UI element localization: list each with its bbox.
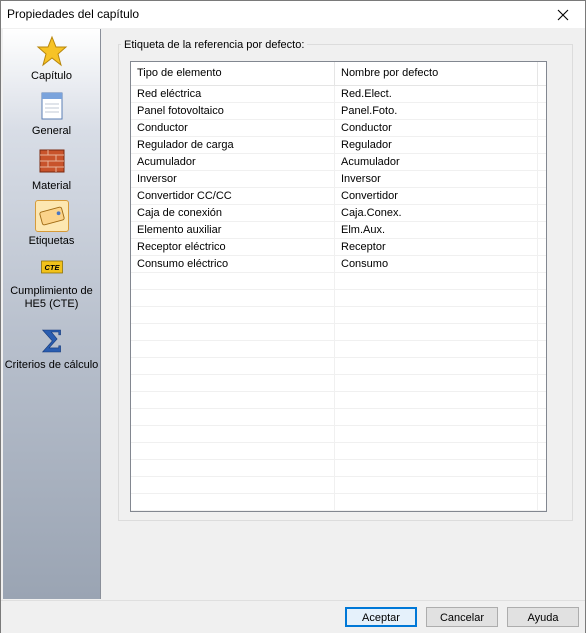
table-row[interactable] (131, 443, 546, 460)
cell-default-name[interactable] (335, 273, 538, 289)
cell-element-type: Consumo eléctrico (131, 256, 335, 272)
cell-element-type (131, 358, 335, 374)
sidebar-item-cumplimiento[interactable] (3, 258, 100, 311)
cell-element-type (131, 341, 335, 357)
cell-default-name[interactable] (335, 358, 538, 374)
table-row[interactable] (131, 120, 546, 137)
cell-default-name[interactable] (335, 460, 538, 476)
table-row[interactable] (131, 426, 546, 443)
cell-default-name[interactable] (335, 443, 538, 459)
sidebar-item-label: Material (31, 180, 72, 192)
button-bar (1, 600, 585, 633)
sidebar-item-label: Capítulo (31, 70, 72, 82)
column-header-default-name[interactable]: Nombre por defecto (335, 62, 538, 85)
cell-element-type (131, 477, 335, 493)
table-row[interactable] (131, 86, 546, 103)
cell-element-type (131, 273, 335, 289)
content-panel (102, 29, 585, 599)
cell-default-name[interactable] (335, 477, 538, 493)
cell-default-name[interactable] (335, 375, 538, 391)
sidebar-item-criterios[interactable] (3, 324, 100, 372)
table-row[interactable] (131, 273, 546, 290)
title-bar (1, 1, 585, 28)
table-row[interactable] (131, 324, 546, 341)
table-row[interactable] (131, 477, 546, 494)
table-row[interactable] (131, 341, 546, 358)
sidebar-item-capitulo[interactable] (3, 35, 100, 83)
star-icon (35, 35, 69, 67)
cell-element-type: Inversor (131, 171, 335, 187)
cell-default-name[interactable] (335, 409, 538, 425)
cell-element-type (131, 290, 335, 306)
cell-element-type (131, 460, 335, 476)
sidebar-item-label: General (31, 125, 72, 137)
table-row[interactable] (131, 103, 546, 120)
labels-table[interactable] (130, 61, 547, 512)
bricks-icon (35, 145, 69, 177)
window-title: Propiedades del capítulo (7, 7, 140, 21)
table-header (131, 62, 546, 86)
cell-default-name[interactable]: Acumulador (335, 154, 538, 170)
cell-default-name[interactable] (335, 494, 538, 510)
table-row[interactable] (131, 460, 546, 477)
cell-element-type (131, 307, 335, 323)
svg-text:CTE: CTE (44, 263, 59, 272)
table-row[interactable] (131, 239, 546, 256)
cell-default-name[interactable]: Caja.Conex. (335, 205, 538, 221)
sidebar-item-label: Cumplimiento de HE5 (CTE) (10, 285, 93, 310)
cell-default-name[interactable] (335, 307, 538, 323)
table-row[interactable] (131, 171, 546, 188)
cell-element-type: Elemento auxiliar (131, 222, 335, 238)
close-button[interactable] (541, 1, 585, 28)
cell-default-name[interactable]: Elm.Aux. (335, 222, 538, 238)
cancel-button[interactable]: Cancelar (426, 607, 498, 627)
cell-default-name[interactable]: Inversor (335, 171, 538, 187)
close-icon (557, 9, 569, 21)
cell-element-type: Conductor (131, 120, 335, 136)
table-row[interactable] (131, 256, 546, 273)
svg-text:Σ: Σ (40, 325, 63, 356)
table-row[interactable] (131, 154, 546, 171)
cell-element-type (131, 375, 335, 391)
tag-icon (35, 200, 69, 232)
cell-default-name[interactable]: Consumo (335, 256, 538, 272)
cell-element-type: Regulador de carga (131, 137, 335, 153)
table-row[interactable] (131, 307, 546, 324)
sigma-icon (35, 324, 69, 356)
cell-default-name[interactable]: Panel.Foto. (335, 103, 538, 119)
cell-default-name[interactable] (335, 341, 538, 357)
cell-default-name[interactable]: Conductor (335, 120, 538, 136)
cell-default-name[interactable]: Convertidor (335, 188, 538, 204)
table-row[interactable] (131, 358, 546, 375)
cell-default-name[interactable] (335, 426, 538, 442)
table-row[interactable] (131, 409, 546, 426)
table-row[interactable] (131, 375, 546, 392)
cell-default-name[interactable] (335, 290, 538, 306)
cell-element-type (131, 426, 335, 442)
cell-element-type (131, 494, 335, 510)
cell-element-type: Receptor eléctrico (131, 239, 335, 255)
cell-default-name[interactable] (335, 392, 538, 408)
table-row[interactable] (131, 290, 546, 307)
cell-default-name[interactable]: Regulador (335, 137, 538, 153)
cell-element-type (131, 392, 335, 408)
sidebar-item-etiquetas[interactable] (3, 200, 100, 248)
table-row[interactable] (131, 137, 546, 154)
cell-element-type: Caja de conexión (131, 205, 335, 221)
table-row[interactable] (131, 205, 546, 222)
table-body (131, 86, 546, 511)
sidebar-item-label: Criterios de cálculo (4, 359, 99, 371)
cell-element-type: Convertidor CC/CC (131, 188, 335, 204)
cell-element-type (131, 409, 335, 425)
table-row[interactable] (131, 188, 546, 205)
cell-element-type: Red eléctrica (131, 86, 335, 102)
cell-element-type: Acumulador (131, 154, 335, 170)
group-label: Etiqueta de la referencia por defecto: (121, 39, 307, 51)
cell-element-type (131, 443, 335, 459)
cte-icon (35, 258, 69, 282)
document-icon (35, 90, 69, 122)
column-header-element-type[interactable]: Tipo de elemento (131, 62, 335, 85)
cell-element-type: Panel fotovoltaico (131, 103, 335, 119)
sidebar (3, 29, 101, 599)
table-row[interactable] (131, 222, 546, 239)
table-row[interactable] (131, 494, 546, 511)
cell-default-name[interactable] (335, 324, 538, 340)
help-button[interactable]: Ayuda (507, 607, 579, 627)
sidebar-item-label: Etiquetas (28, 235, 75, 247)
sidebar-item-general[interactable] (3, 90, 100, 138)
accept-button[interactable]: Aceptar (345, 607, 417, 627)
sidebar-item-material[interactable] (3, 145, 100, 193)
cell-default-name[interactable]: Red.Elect. (335, 86, 538, 102)
cell-default-name[interactable]: Receptor (335, 239, 538, 255)
table-row[interactable] (131, 392, 546, 409)
cell-element-type (131, 324, 335, 340)
